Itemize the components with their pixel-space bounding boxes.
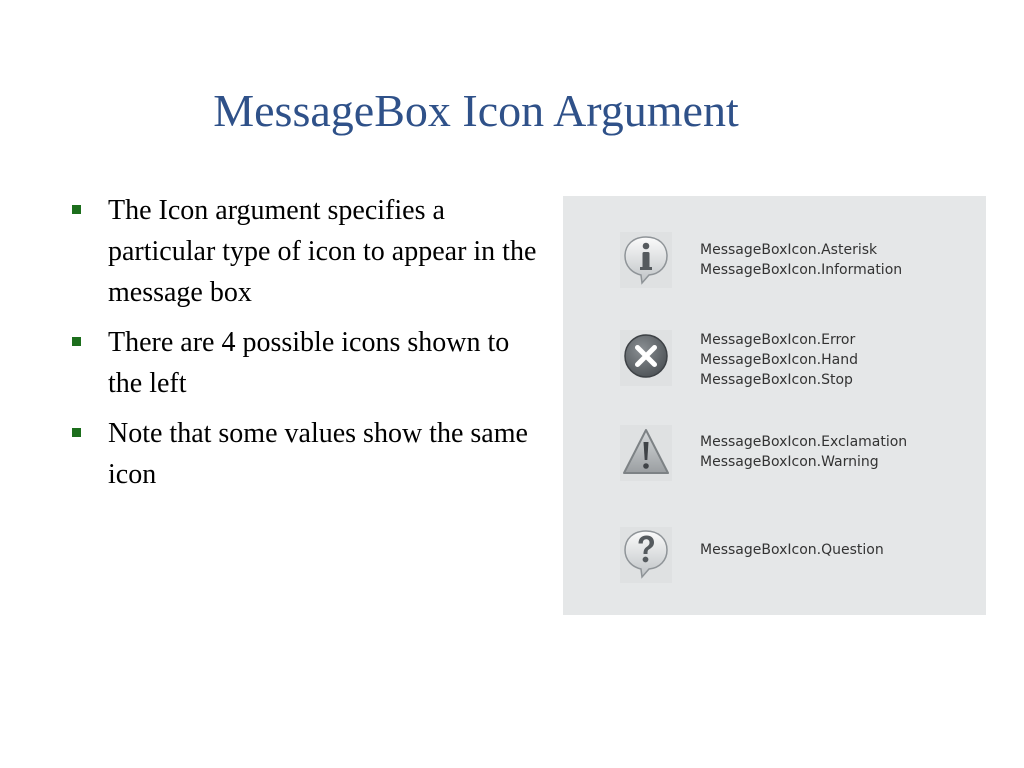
figure-row-error xyxy=(563,330,986,390)
bullet-item xyxy=(70,413,550,495)
figure-label: MessageBoxIcon.Error xyxy=(700,332,856,348)
bullet-marker-icon xyxy=(72,205,81,214)
error-icon xyxy=(620,330,672,386)
figure-labels xyxy=(700,540,884,560)
bullet-marker-icon xyxy=(72,337,81,346)
figure-labels xyxy=(700,330,858,390)
bullet-item xyxy=(70,322,550,404)
figure-labels xyxy=(700,240,902,280)
warning-icon xyxy=(620,425,672,481)
figure-label: MessageBoxIcon.Stop xyxy=(700,372,853,388)
bullet-list xyxy=(70,190,550,504)
figure-label: MessageBoxIcon.Information xyxy=(700,262,903,278)
figure-row-question xyxy=(563,527,986,587)
bullet-text: There are 4 possible icons shown to the left xyxy=(108,327,510,399)
bullet-text: The Icon argument specifies a particular type of icon to appear in the message box xyxy=(108,195,537,308)
bullet-item xyxy=(70,190,550,313)
figure-label: MessageBoxIcon.Exclamation xyxy=(700,434,908,450)
information-icon xyxy=(620,232,672,288)
icon-reference-figure xyxy=(563,196,986,615)
question-icon xyxy=(620,527,672,583)
figure-label: MessageBoxIcon.Warning xyxy=(700,454,879,470)
figure-row-warning xyxy=(563,425,986,485)
slide-title: MessageBox Icon Argument xyxy=(213,85,739,136)
bullet-marker-icon xyxy=(72,428,81,437)
figure-label: MessageBoxIcon.Asterisk xyxy=(700,242,878,258)
figure-labels xyxy=(700,432,907,472)
bullet-text: Note that some values show the same icon xyxy=(108,418,528,490)
figure-label: MessageBoxIcon.Question xyxy=(700,542,884,558)
figure-row-information xyxy=(563,232,986,292)
figure-label: MessageBoxIcon.Hand xyxy=(700,352,858,368)
